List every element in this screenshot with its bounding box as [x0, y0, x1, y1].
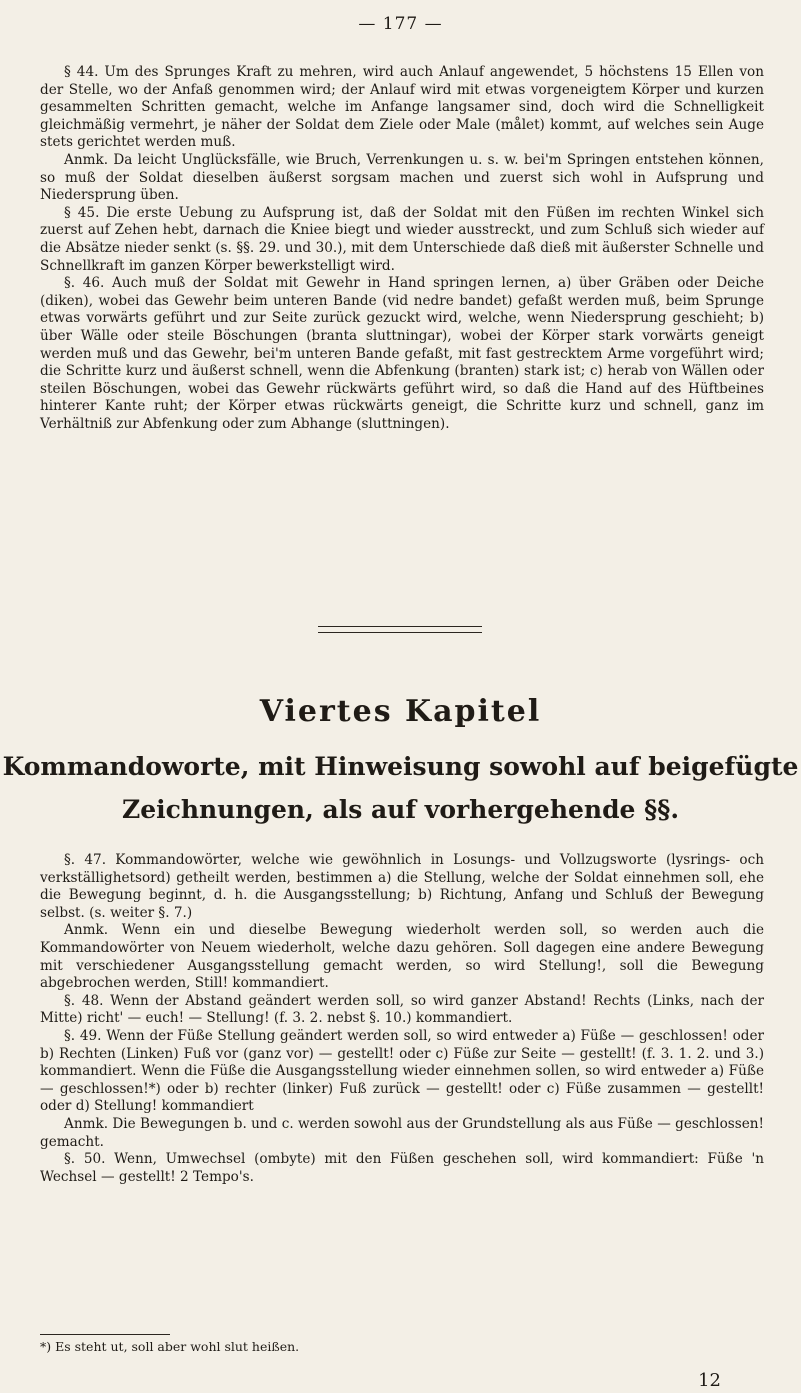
chapter-rule-top — [318, 626, 482, 627]
printer-signature: 12 — [698, 1370, 721, 1391]
section-44 — [40, 64, 764, 433]
chapter-heading-line-1: Kommandoworte, mit Hinweisung sowohl auf beigefügte — [2, 752, 799, 781]
footnote-rule — [40, 1334, 170, 1335]
section-47-50 — [40, 852, 764, 1186]
page-number: — 177 — — [358, 14, 443, 34]
footnote: *) Es steht ut, soll aber wohl slut heißen. — [40, 1339, 300, 1354]
paragraph-44: § 44. Um des Sprunges Kraft zu mehren, wird auch Anlauf angewendet, 5 höchstens 15 Ellen von der Stelle, wo der Anfaß genommen wird; der Anlauf wird mit etwas vorgeneigtem Körper und kurzen gesammelten Schritten gemacht, welche im Anfange langsamer sind, doch wird die Schnelligkeit gleichmäßig vermehrt, je näher der Soldat dem Ziele oder Male (målet) kommt, auf welches sein Auge stets gerichtet werden muß. — [40, 64, 764, 151]
chapter-title: Viertes Kapitel — [259, 694, 542, 729]
paragraph-47: §. 47. Kommandowörter, welche wie gewöhnlich in Losungs- und Vollzugsworte (lysrings- och verkställighetsord) getheilt werden, bestimmen a) die Stellung, welche der Soldat einnehmen soll, ehe die Bewegung beginnt, d. h. die Ausgangsstellung; b) Richtung, Anfang und Schluß der Bewegung selbst. (s. weiter §. 7.) — [40, 852, 764, 921]
note-47: Anmk. Wenn ein und dieselbe Bewegung wiederholt werden soll, so werden auch die Kommandowörter von Neuem wiederholt, welche dazu gehören. Soll dagegen eine andere Bewegung mit verschiedener Ausgangsstellung gemacht werden, so wird Stellung!, soll die Bewegung abgebrochen werden, Still! kommandiert. — [40, 922, 764, 992]
note-44: Anmk. Da leicht Unglücksfälle, wie Bruch, Verrenkungen u. s. w. bei'm Springen entstehen können, so muß der Soldat dieselben äußerst sorgsam machen und zuerst sich wohl in Aufsprung und Niedersprung üben. — [40, 151, 764, 204]
chapter-heading-line-2: Zeichnungen, als auf vorhergehende §§. — [121, 795, 680, 824]
paragraph-48: §. 48. Wenn der Abstand geändert werden soll, so wird ganzer Abstand! Rechts (Links, nach der Mitte) richt' — euch! — Stellung! (f. 3. 2. nebst §. 10.) kommandiert. — [40, 992, 764, 1027]
paragraph-45: § 45. Die erste Uebung zu Aufsprung ist, daß der Soldat mit den Füßen im rechten Winkel sich zuerst auf Zehen hebt, darnach die Kniee biegt und wieder ausstreckt, und zum Schluß sich wieder auf die Absätze nieder senkt (s. §§. 29. und 30.), mit dem Unterschiede daß dieß mit äußerster Schnelle und Schnellkraft im ganzen Körper bewerkstelligt wird. — [40, 204, 764, 274]
paragraph-50: §. 50. Wenn, Umwechsel (ombyte) mit den Füßen geschehen soll, wird kommandiert: Füße 'n Wechsel — gestellt! 2 Tempo's. — [40, 1151, 764, 1185]
chapter-rule-bottom — [318, 632, 482, 633]
note-49: Anmk. Die Bewegungen b. und c. werden sowohl aus der Grundstellung als aus Füße — geschlossen! gemacht. — [40, 1115, 764, 1150]
paragraph-46: §. 46. Auch muß der Soldat mit Gewehr in Hand springen lernen, a) über Gräben oder Deiche (diken), wobei das Gewehr beim unteren Bande (vid nedre bandet) gefaßt werden muß, beim Sprunge etwas vorwärts geführt und zur Seite zurück gezuckt wird, welche, wenn Niedersprung geschieht; b) über Wälle oder steile Böschungen (branta sluttningar), wobei der Körper stark vorwärts geneigt werden muß und das Gewehr, bei'm unteren Bande gefaßt, mit fast gestrecktem Arme vorgeführt wird; die Schritte kurz und äußerst schnell, wenn die Abfenkung (branten) stark ist; c) herab von Wällen oder steilen Böschungen, wobei das Gewehr rückwärts geführt wird, so daß die Hand auf des Hüftbeines hinterer Kante ruht; der Körper etwas rückwärts geneigt, die Schritte kurz und schnell, ganz im Verhältniß zur Abfenkung oder zum Abhange (sluttningen). — [40, 275, 764, 432]
page-header — [0, 14, 801, 40]
paragraph-49: §. 49. Wenn der Füße Stellung geändert werden soll, so wird entweder a) Füße — geschlossen! oder b) Rechten (Linken) Fuß vor (ganz vor) — gestellt! oder c) Füße zur Seite — gestellt! (f. 3. 1. 2. und 3.) kommandiert. Wenn die Füße die Ausgangsstellung wieder einnehmen sollen, so wird entweder a) Füße — geschlossen!*) oder b) rechter (linker) Fuß zurück — gestellt! oder c) Füße zusammen — gestellt! oder d) Stellung! kommandiert — [40, 1027, 764, 1115]
